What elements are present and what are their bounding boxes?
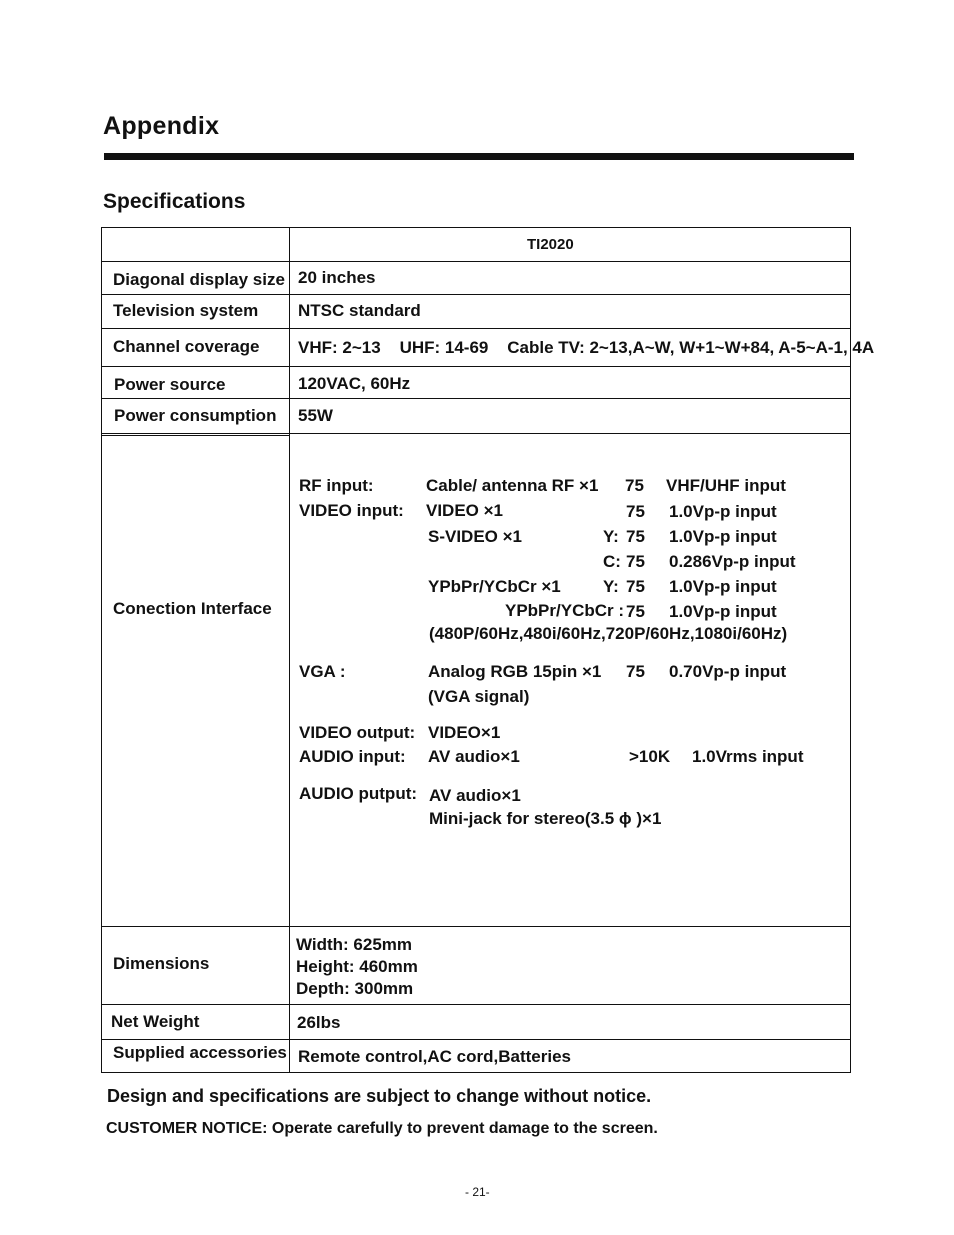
- net-weight-label: Net Weight: [111, 1012, 200, 1031]
- power-source-label: Power source: [114, 375, 226, 394]
- row-divider: [101, 328, 851, 329]
- ypbpr-y-spec: 1.0Vp-p input: [669, 577, 777, 596]
- row-divider: [101, 398, 851, 399]
- video-output-desc: VIDEO×1: [428, 723, 501, 742]
- power-consumption-value: 55W: [298, 406, 333, 425]
- tv-system-label: Television system: [113, 301, 259, 320]
- row-divider: [101, 294, 851, 295]
- accessories-value: Remote control,AC cord,Batteries: [298, 1047, 571, 1066]
- dimension-depth: Depth: 300mm: [296, 979, 414, 998]
- rf-input-label: RF input:: [299, 476, 374, 495]
- audio-input-desc: AV audio×1: [428, 747, 520, 766]
- table-border-top: [101, 227, 851, 228]
- row-divider: [101, 435, 289, 436]
- ypbpr-desc: YPbPr/YCbCr ×1: [428, 577, 561, 596]
- ypbpr-second-spec: 1.0Vp-p input: [669, 602, 777, 621]
- svideo-y-channel: Y:: [603, 527, 619, 546]
- svideo-c-spec: 0.286Vp-p input: [669, 552, 796, 571]
- row-divider: [101, 1004, 851, 1005]
- customer-notice: CUSTOMER NOTICE: Operate carefully to prevent damage to the screen.: [106, 1120, 658, 1137]
- accessories-label: Supplied accessories: [113, 1043, 287, 1062]
- power-source-value: 120VAC, 60Hz: [298, 374, 411, 393]
- tv-system-value: NTSC standard: [298, 301, 421, 320]
- row-divider: [101, 1039, 851, 1040]
- vga-spec: 0.70Vp-p input: [669, 662, 787, 681]
- video-input-impedance: 75: [626, 502, 645, 521]
- rf-input-impedance: 75: [625, 476, 644, 495]
- channel-value: VHF: 2~13 UHF: 14-69 Cable TV: 2~13,A~W, W+1~W+84, A-5~A-1, 4A: [298, 338, 875, 357]
- video-input-label: VIDEO input:: [299, 501, 404, 520]
- minijack-desc: Mini-jack for stereo(3.5 ϕ )×1: [429, 809, 662, 828]
- diagonal-label: Diagonal display size: [113, 270, 285, 289]
- ypbpr-y-impedance: 75: [626, 577, 645, 596]
- ypbpr-second-impedance: 75: [626, 602, 645, 621]
- dimension-height: Height: 460mm: [296, 957, 418, 976]
- row-divider: [101, 433, 851, 434]
- audio-output-label: AUDIO putput:: [299, 784, 418, 803]
- design-notice: Design and specifications are subject to change without notice.: [107, 1086, 652, 1106]
- row-divider: [101, 261, 851, 262]
- section-title: Specifications: [103, 190, 246, 213]
- video-input-desc: VIDEO ×1: [426, 501, 504, 520]
- table-border-bottom: [101, 1072, 851, 1073]
- audio-input-impedance: >10K: [629, 747, 671, 766]
- table-border-left: [101, 227, 102, 1073]
- title-divider: [104, 153, 854, 160]
- ypbpr-second-desc: YPbPr/YCbCr :: [505, 601, 625, 620]
- svideo-y-impedance: 75: [626, 527, 645, 546]
- net-weight-value: 26lbs: [297, 1013, 341, 1032]
- model-header: TI2020: [527, 236, 574, 253]
- page-title: Appendix: [103, 112, 220, 140]
- dimensions-label: Dimensions: [113, 954, 210, 973]
- svideo-desc: S-VIDEO ×1: [428, 527, 523, 546]
- channel-label: Channel coverage: [113, 337, 260, 356]
- diagonal-value: 20 inches: [298, 268, 376, 287]
- vga-desc: Analog RGB 15pin ×1: [428, 662, 602, 681]
- audio-input-label: AUDIO input:: [299, 747, 406, 766]
- audio-input-spec: 1.0Vrms input: [692, 747, 804, 766]
- vga-label: VGA :: [299, 662, 346, 681]
- svideo-y-spec: 1.0Vp-p input: [669, 527, 777, 546]
- page-number: - 21-: [465, 1185, 490, 1199]
- rf-input-spec: VHF/UHF input: [666, 476, 786, 495]
- svideo-c-impedance: 75: [626, 552, 645, 571]
- ypbpr-modes: (480P/60Hz,480i/60Hz,720P/60Hz,1080i/60Hz): [429, 624, 788, 643]
- power-consumption-label: Power consumption: [114, 406, 277, 425]
- ypbpr-y-channel: Y:: [603, 577, 619, 596]
- vga-impedance: 75: [626, 662, 645, 681]
- row-divider: [101, 366, 851, 367]
- video-output-label: VIDEO output:: [299, 723, 416, 742]
- interface-label: Conection Interface: [113, 599, 272, 618]
- audio-output-desc: AV audio×1: [429, 786, 521, 805]
- svideo-c-channel: C:: [603, 552, 621, 571]
- rf-input-desc: Cable/ antenna RF ×1: [426, 476, 599, 495]
- vga-note: (VGA signal): [428, 687, 530, 706]
- column-divider: [289, 227, 290, 1073]
- row-divider: [101, 926, 851, 927]
- video-input-spec: 1.0Vp-p input: [669, 502, 777, 521]
- dimension-width: Width: 625mm: [296, 935, 413, 954]
